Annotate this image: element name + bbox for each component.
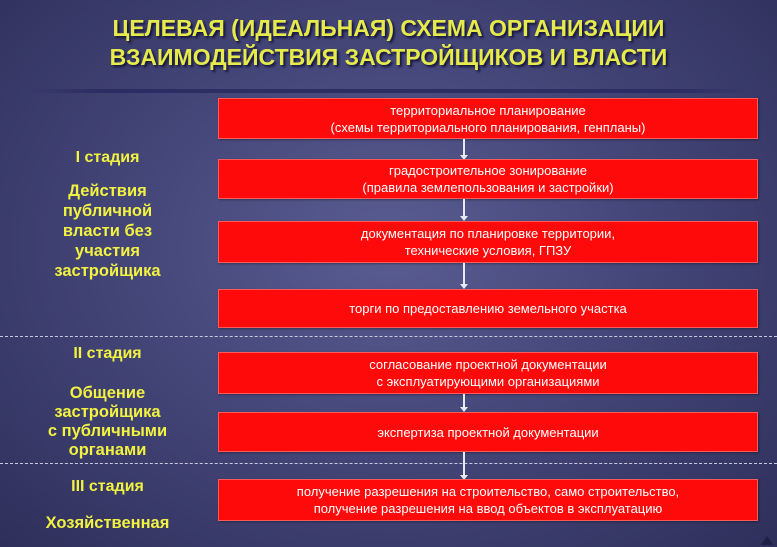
arrow-down-4 (463, 394, 465, 408)
step-text: согласование проектной документации с эксплуатирующими организациями (369, 357, 607, 389)
arrow-down-1 (463, 139, 465, 156)
title-line-2: ВЗАИМОДЕЙСТВИЯ ЗАСТРОЙЩИКОВ И ВЛАСТИ (109, 44, 668, 70)
stage-3-label: III стадия (71, 478, 144, 495)
stage-1-label: I стадия (75, 149, 140, 166)
slide-title (0, 14, 777, 72)
stage-separator-2 (0, 463, 777, 464)
arrow-down-2 (463, 199, 465, 217)
step-text: торги по предоставлению земельного участка (349, 301, 627, 316)
stage-3-description: Хозяйственная (45, 514, 170, 532)
step-text: документация по планировке территории, технические условия, ГПЗУ (360, 226, 616, 258)
stage-2-label: II стадия (73, 345, 142, 362)
stage-2-description: Общение застройщика с публичными органами (47, 384, 168, 459)
step-box-planning-documentation (218, 221, 758, 263)
stage-separator-1 (0, 336, 777, 337)
step-box-land-auction (218, 289, 758, 328)
step-box-project-expertise (218, 412, 758, 452)
stage-1-description: Действия публичной власти без участия застройщика (54, 182, 161, 280)
step-text: экспертиза проектной документации (377, 424, 599, 440)
title-line-1: ЦЕЛЕВАЯ (ИДЕАЛЬНАЯ) СХЕМА ОРГАНИЗАЦИИ (112, 15, 665, 41)
step-text: получение разрешения на строительство, само строительство, получение разрешения на ввод объектов в эксплуатацию (296, 484, 680, 516)
corner-triangle-icon (761, 536, 773, 545)
step-box-territorial-planning (218, 98, 758, 139)
step-box-construction-permits (218, 479, 758, 521)
arrow-down-5 (463, 452, 465, 476)
step-box-project-approval (218, 352, 758, 394)
step-text: территориальное планирование (схемы территориального планирования, генпланы) (330, 102, 646, 135)
arrow-down-3 (463, 263, 465, 285)
title-underline (28, 89, 750, 93)
step-text: градостроительное зонирование (правила землепользования и застройки) (362, 163, 614, 195)
step-box-zoning (218, 159, 758, 199)
